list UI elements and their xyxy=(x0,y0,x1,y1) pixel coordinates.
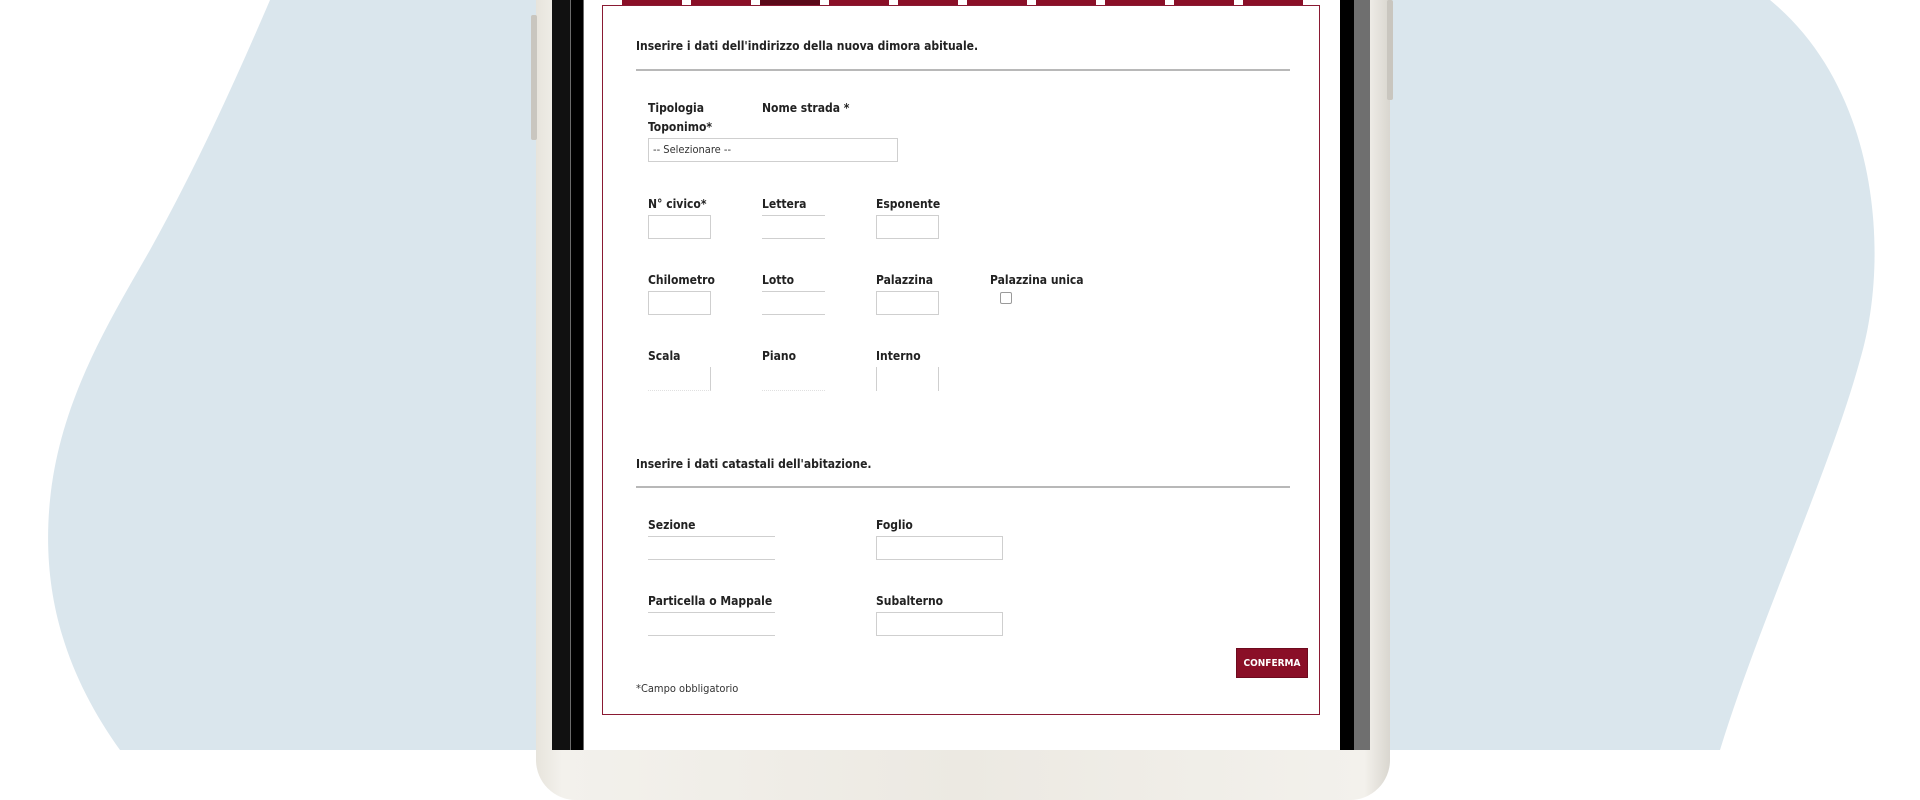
phone-bezel-right-inner xyxy=(1354,0,1370,750)
sezione-label: Sezione xyxy=(648,518,696,532)
confirm-button[interactable]: CONFERMA xyxy=(1236,648,1308,678)
divider xyxy=(636,486,1290,488)
lotto-input[interactable] xyxy=(762,291,825,315)
civico-label: N° civico* xyxy=(648,197,707,211)
tipologia-select[interactable]: -- Selezionare -- xyxy=(648,138,898,162)
phone-bezel-right xyxy=(1340,0,1354,750)
tipologia-label: Tipologia xyxy=(648,101,705,115)
lotto-label: Lotto xyxy=(762,273,795,287)
esponente-input[interactable] xyxy=(876,215,939,239)
cadastral-section-intro: Inserire i dati catastali dell'abitazione. xyxy=(636,457,872,471)
esponente-label: Esponente xyxy=(876,197,941,211)
divider xyxy=(636,69,1290,71)
piano-label: Piano xyxy=(762,349,796,363)
interno-label: Interno xyxy=(876,349,921,363)
phone-side-button xyxy=(531,15,537,140)
phone-bezel xyxy=(552,0,570,750)
particella-label: Particella o Mappale xyxy=(648,594,773,608)
palazzina-label: Palazzina xyxy=(876,273,934,287)
chilometro-label: Chilometro xyxy=(648,273,715,287)
palazzina-unica-checkbox[interactable] xyxy=(1000,292,1012,304)
subalterno-label: Subalterno xyxy=(876,594,944,608)
foglio-input[interactable] xyxy=(876,536,1003,560)
particella-input[interactable] xyxy=(648,612,775,636)
address-form-panel xyxy=(602,5,1320,715)
lettera-input[interactable] xyxy=(762,215,825,239)
piano-input[interactable] xyxy=(762,367,825,391)
lettera-label: Lettera xyxy=(762,197,807,211)
required-note: *Campo obbligatorio xyxy=(636,682,739,695)
foglio-label: Foglio xyxy=(876,518,913,532)
palazzina-unica-label: Palazzina unica xyxy=(990,273,1084,287)
scala-input[interactable] xyxy=(648,367,711,391)
chilometro-input[interactable] xyxy=(648,291,711,315)
address-section-intro: Inserire i dati dell'indirizzo della nuova dimora abituale. xyxy=(636,39,979,53)
subalterno-input[interactable] xyxy=(876,612,1003,636)
civico-input[interactable] xyxy=(648,215,711,239)
toponimo-label: Toponimo* xyxy=(648,120,713,134)
phone-bezel-edge xyxy=(571,0,583,750)
nome-strada-label: Nome strada * xyxy=(762,101,850,115)
palazzina-input[interactable] xyxy=(876,291,939,315)
sezione-input[interactable] xyxy=(648,536,775,560)
phone-side-button-right xyxy=(1387,0,1393,100)
interno-input[interactable] xyxy=(876,367,939,391)
scala-label: Scala xyxy=(648,349,681,363)
